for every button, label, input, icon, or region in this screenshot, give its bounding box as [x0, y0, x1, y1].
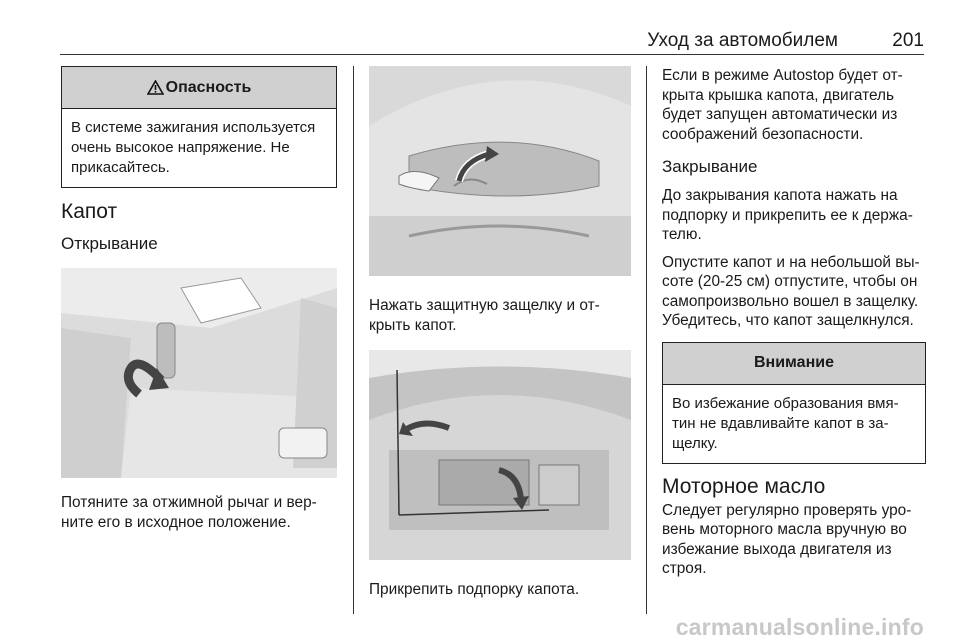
latch-caption: Нажать защитную защелку и открыть капот. — [369, 297, 600, 334]
page-number: 201 — [892, 30, 924, 51]
column-left — [61, 66, 337, 532]
watermark: carmanualsonline.info — [675, 614, 924, 640]
warning-triangle-icon — [147, 80, 164, 95]
danger-text: В системе зажигания используется очень высокое напряжение. Не прикасайтесь. — [71, 119, 316, 176]
caution-text: Во избежание образования вмятин не вдавливайте капот в защелку. — [672, 394, 899, 452]
prop-caption: Прикрепить подпорку капота. — [369, 581, 580, 598]
section-heading-oil: Моторное масло — [662, 474, 826, 498]
column-middle — [369, 66, 631, 600]
closing-text-2: Опустите капот и на небольшой высоте (20-25 см) отпустите, чтобы он самопроизвольно вошел в защелку. Убедитесь, что капот защелкнулся. — [662, 253, 920, 329]
closing-text-1: До закрывания капота нажать на подпорку и прикрепить ее к держателю. — [662, 187, 913, 243]
page-title: Уход за автомобилем — [647, 30, 838, 51]
column-divider — [353, 66, 354, 614]
autostop-text: Если в режиме Autostop будет открыта крышка капота, двигатель будет запущен автоматически из соображений безопасности. — [662, 67, 903, 143]
subheading-closing: Закрывание — [662, 157, 758, 176]
page-header — [60, 30, 924, 55]
column-right — [662, 66, 926, 579]
hood-lever-illustration — [61, 268, 337, 478]
subheading-opening: Открывание — [61, 234, 158, 253]
oil-text: Следует регулярно проверять уровень моторного масла вручную во избежание выхода двигателя из строя. — [662, 501, 912, 577]
column-divider — [646, 66, 647, 614]
section-heading-hood: Капот — [61, 200, 118, 223]
caution-title: Внимание — [663, 343, 925, 385]
lever-caption: Потяните за отжимной рычаг и верните его в исходное положение. — [61, 494, 317, 531]
hood-latch-illustration — [369, 66, 631, 276]
hood-prop-illustration — [369, 350, 631, 560]
danger-box — [61, 66, 337, 188]
danger-title: Опасность — [165, 78, 252, 96]
caution-box — [662, 342, 926, 464]
